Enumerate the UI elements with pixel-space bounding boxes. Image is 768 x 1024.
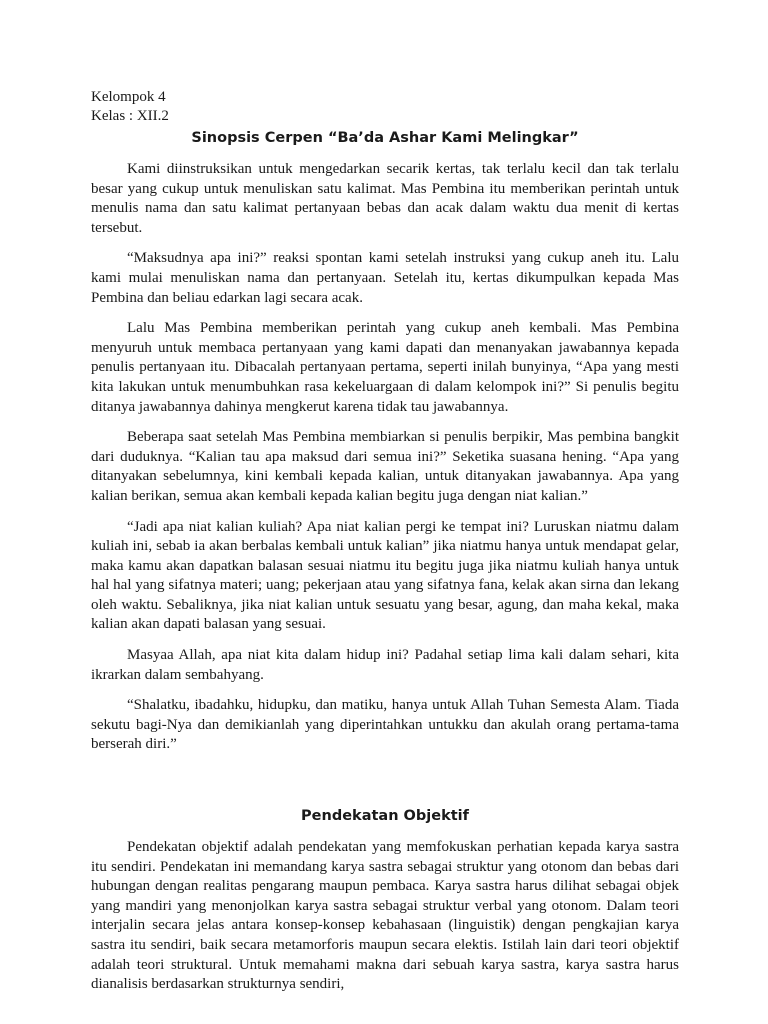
paragraph-6: Masyaa Allah, apa niat kita dalam hidup ini? Padahal setiap lima kali dalam sehari, kita ikrarkan dalam sembahyang. xyxy=(91,647,679,683)
paragraph-4: Beberapa saat setelah Mas Pembina membiarkan si penulis berpikir, Mas pembina bangkit dari duduknya. “Kalian tau apa maksud dari semua ini?” Seketika suasana hening. “Apa yang ditanyakan sebelumnya, kini kembali kepada kalian, untuk ditanyakan jawabannya. Apa yang kalian berikan, semua akan kembali kepada kalian begitu juga dengan niat kalian.” xyxy=(91,429,679,504)
paragraph-5: “Jadi apa niat kalian kuliah? Apa niat kalian pergi ke tempat ini? Luruskan niatmu dalam kuliah ini, sebab ia akan berbalas kembali untuk kalian” jika niatmu hanya untuk mendapat gelar, maka kamu akan dapatkan balasan sesuai niatmu itu begitu juga jika niatmu kuliah hanya untuk hal hal yang sifatnya materi; uang; pekerjaan atau yang sifatnya fana, kelak akan sirna dan lekang oleh waktu. Sebaliknya, jika niat kalian untuk sesuatu yang besar, agung, dan maha kekal, maka kalian akan dapati balasan yang sesuai. xyxy=(91,518,679,633)
group-label: Kelompok 4 xyxy=(91,89,166,105)
title-spacer xyxy=(91,148,679,160)
class-label: Kelas : XII.2 xyxy=(91,108,169,124)
paragraph-2: “Maksudnya apa ini?” reaksi spontan kami setelah instruksi yang cukup aneh itu. Lalu kami mulai menuliskan nama dan pertanyaan. Setelah itu, kertas dikumpulkan kepada Mas Pembina dan beliau edarkan lagi secara acak. xyxy=(91,250,679,306)
document-title: Sinopsis Cerpen “Ba’da Ashar Kami Melingkar” xyxy=(191,130,579,146)
document-page xyxy=(91,88,679,995)
paragraph-1: Kami diinstruksikan untuk mengedarkan secarik kertas, tak terlalu kecil dan tak terlalu besar yang cukup untuk menuliskan satu kalimat. Mas Pembina itu memberikan perintah untuk menulis nama dan satu kalimat pertanyaan bebas dan acak dalam waktu dua menit di kertas tersebut. xyxy=(91,161,679,236)
paragraph-3: Lalu Mas Pembina memberikan perintah yang cukup aneh kembali. Mas Pembina menyuruh untuk membaca pertanyaan yang kami dapati dan menanyakan jawabannya kepada penulis pertanyaan itu. Dibacalah pertanyaan pertama, seperti inilah bunyinya, “Apa yang mesti kita lakukan untuk menumbuhkan rasa kekeluargaan di dalam kelompok ini?” Si penulis begitu ditanya jawabannya dahinya mengkerut karena tidak tau jawabannya. xyxy=(91,320,679,415)
heading-spacer xyxy=(91,826,679,838)
section-paragraph: Pendekatan objektif adalah pendekatan yang memfokuskan perhatian kepada karya sastra itu sendiri. Pendekatan ini memandang karya sastra sebagai struktur yang otonom dan bebas dari hubungan dengan realitas pengarang maupun pembaca. Karya sastra harus dilihat sebagai objek yang mandiri yang menonjolkan karya sastra sebagai struktur verbal yang otonom. Dalam teori interjalin secara jelas antara konsep-konsep kebahasaan (linguistik) dengan pengkajian karya sastra itu sendiri, baik secara metamorforis maupun secara elektis. Istilah lain dari teori objektif adalah teori struktural. Untuk memahami makna dari sebuah karya sastra, karya sastra harus dianalisis berdasarkan strukturnya sendiri, xyxy=(91,839,679,993)
paragraph-7: “Shalatku, ibadahku, hidupku, dan matiku, hanya untuk Allah Tuhan Semesta Alam. Tiada sekutu bagi-Nya dan demikianlah yang diperintahkan untukku dan akulah orang pertama-tama berserah diri.” xyxy=(91,697,679,753)
section-heading: Pendekatan Objektif xyxy=(301,808,469,825)
